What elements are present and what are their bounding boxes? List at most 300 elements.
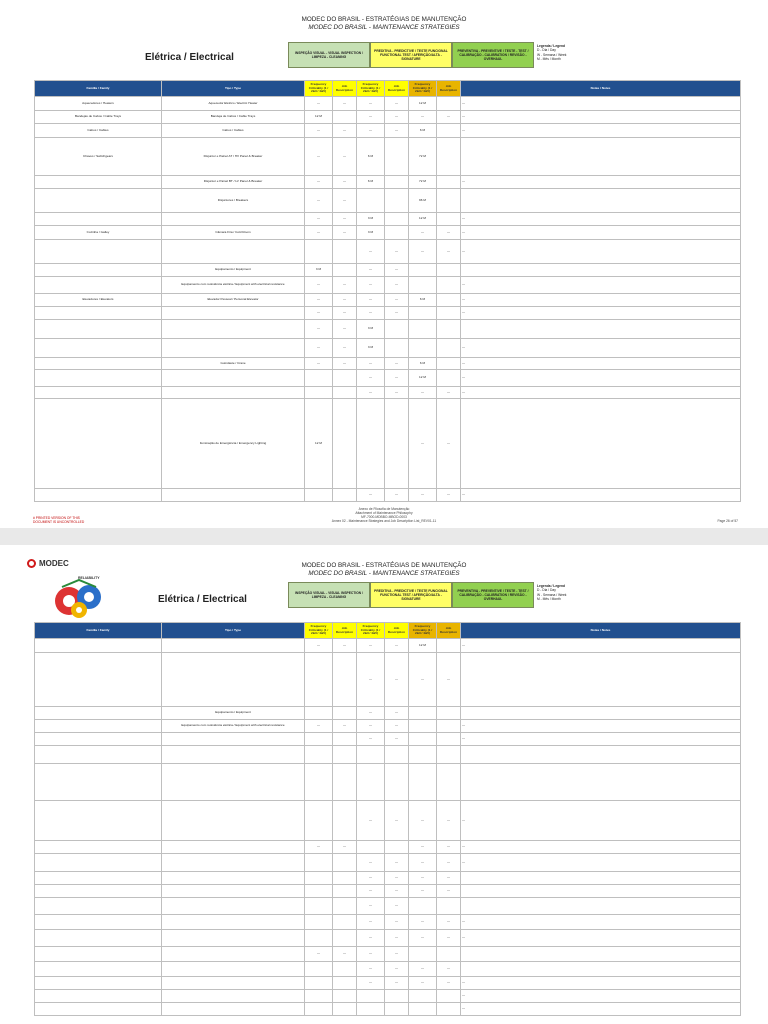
notes-cell	[461, 138, 741, 176]
job-cell: ---	[385, 294, 409, 307]
notes-cell	[461, 320, 741, 339]
family-cell	[35, 399, 162, 489]
family-cell: Elevadores / Elevators	[35, 294, 162, 307]
job-cell: ---	[333, 320, 357, 339]
job-cell: ---	[437, 930, 461, 947]
table-row	[35, 947, 741, 962]
job-cell: ---	[437, 915, 461, 930]
table-row	[35, 358, 741, 370]
frequency-cell: ---	[357, 264, 385, 277]
job-cell	[437, 746, 461, 764]
page-number: Page 26 of 57	[717, 519, 738, 523]
frequency-cell: ---	[357, 307, 385, 320]
document-title	[0, 562, 768, 578]
notes-cell: ---	[461, 639, 741, 653]
frequency-cell	[305, 915, 333, 930]
type-cell	[162, 764, 305, 801]
type-cell	[162, 885, 305, 898]
frequency-cell	[305, 1003, 333, 1016]
job-cell	[333, 240, 357, 264]
family-cell	[35, 915, 162, 930]
type-cell: Equipamento / Equipment	[162, 264, 305, 277]
job-cell	[333, 387, 357, 399]
frequency-cell	[409, 746, 437, 764]
table-row	[35, 226, 741, 240]
family-cell	[35, 240, 162, 264]
notes-cell	[461, 962, 741, 977]
family-cell	[35, 639, 162, 653]
job-cell	[333, 990, 357, 1003]
job-cell	[437, 370, 461, 387]
table-row	[35, 176, 741, 189]
job-cell	[437, 264, 461, 277]
notes-cell: ---	[461, 720, 741, 733]
type-cell	[162, 213, 305, 226]
job-cell	[385, 746, 409, 764]
job-cell	[437, 764, 461, 801]
legend-line: D - Dia / Day	[537, 48, 556, 53]
frequency-cell: 12 M	[409, 97, 437, 111]
frequency-cell: ---	[305, 189, 333, 213]
column-header-job: Job Description	[437, 623, 461, 639]
frequency-cell: ---	[357, 97, 385, 111]
frequency-cell: ---	[305, 320, 333, 339]
frequency-cell: ---	[357, 489, 385, 502]
type-cell	[162, 977, 305, 990]
job-cell: ---	[333, 307, 357, 320]
frequency-cell: ---	[305, 277, 333, 294]
job-cell	[437, 213, 461, 226]
type-cell: Disjuntor e Painel AT / HV Panel & Breaker	[162, 138, 305, 176]
notes-cell	[461, 189, 741, 213]
notes-cell: ---	[461, 213, 741, 226]
family-cell	[35, 653, 162, 707]
job-cell	[385, 189, 409, 213]
frequency-cell	[409, 339, 437, 358]
notes-cell: ---	[461, 358, 741, 370]
table-row	[35, 653, 741, 707]
strategy-preventive-box: PREVENTIVA - PREVENTIVE / TESTE - TEST / CALIBRAÇÃO - CALIBRATION / REVISÃO - OVERHAUL	[452, 582, 534, 608]
job-cell	[385, 339, 409, 358]
frequency-cell: ---	[357, 801, 385, 841]
frequency-cell: ---	[409, 962, 437, 977]
table-row	[35, 746, 741, 764]
job-cell	[333, 733, 357, 746]
legend-title: Legenda / Legend	[537, 584, 566, 588]
job-cell: ---	[385, 885, 409, 898]
job-cell: ---	[385, 653, 409, 707]
job-cell: ---	[333, 294, 357, 307]
table-row	[35, 639, 741, 653]
frequency-cell: ---	[305, 124, 333, 138]
job-cell: ---	[333, 841, 357, 854]
frequency-cell: ---	[305, 294, 333, 307]
notes-cell	[461, 947, 741, 962]
table-row	[35, 872, 741, 885]
job-cell: ---	[333, 124, 357, 138]
notes-cell: ---	[461, 97, 741, 111]
frequency-cell: ---	[409, 854, 437, 872]
job-cell	[437, 339, 461, 358]
job-cell: ---	[333, 639, 357, 653]
job-cell	[333, 653, 357, 707]
frequency-cell	[409, 733, 437, 746]
type-cell	[162, 915, 305, 930]
frequency-cell	[357, 990, 385, 1003]
strategy-table-page-1	[34, 80, 741, 502]
frequency-cell	[409, 320, 437, 339]
document-page-2	[0, 545, 768, 1024]
job-cell	[385, 176, 409, 189]
frequency-cell: ---	[305, 226, 333, 240]
type-cell: Disjuntores / Breakers	[162, 189, 305, 213]
notes-cell: ---	[461, 854, 741, 872]
job-cell	[333, 399, 357, 489]
job-cell	[385, 841, 409, 854]
job-cell: ---	[437, 977, 461, 990]
legend	[537, 584, 566, 602]
table-row	[35, 707, 741, 720]
frequency-cell: ---	[409, 387, 437, 399]
job-cell: ---	[385, 854, 409, 872]
frequency-cell	[305, 930, 333, 947]
table-row	[35, 841, 741, 854]
family-cell	[35, 1003, 162, 1016]
table-row	[35, 733, 741, 746]
table-header-row	[35, 623, 741, 639]
table-row	[35, 124, 741, 138]
job-cell: ---	[437, 489, 461, 502]
type-cell	[162, 746, 305, 764]
frequency-cell	[305, 885, 333, 898]
frequency-cell	[305, 764, 333, 801]
notes-cell: ---	[461, 226, 741, 240]
job-cell: ---	[385, 720, 409, 733]
frequency-cell	[305, 898, 333, 915]
table-row	[35, 264, 741, 277]
job-cell	[385, 213, 409, 226]
footer-line: MF-7000-MDBBO-MBOD-0003	[361, 515, 407, 519]
type-cell	[162, 240, 305, 264]
job-cell	[437, 124, 461, 138]
table-row	[35, 111, 741, 124]
job-cell: ---	[385, 307, 409, 320]
job-cell	[333, 1003, 357, 1016]
frequency-cell: ---	[357, 707, 385, 720]
frequency-cell	[409, 947, 437, 962]
notes-cell: ---	[461, 733, 741, 746]
family-cell	[35, 307, 162, 320]
job-cell	[333, 370, 357, 387]
notes-cell: ---	[461, 176, 741, 189]
frequency-cell: ---	[409, 885, 437, 898]
column-header-notes: Notas / Notes	[461, 623, 741, 639]
family-cell	[35, 990, 162, 1003]
family-cell: Chaves / Switchgears	[35, 138, 162, 176]
frequency-cell: 6 M	[357, 138, 385, 176]
job-cell: ---	[333, 226, 357, 240]
job-cell	[333, 707, 357, 720]
frequency-cell: 12 M	[305, 111, 333, 124]
table-row	[35, 915, 741, 930]
job-cell	[333, 801, 357, 841]
frequency-cell	[305, 746, 333, 764]
job-cell: ---	[333, 176, 357, 189]
notes-cell: ---	[461, 124, 741, 138]
family-cell	[35, 841, 162, 854]
notes-cell	[461, 707, 741, 720]
notes-cell	[461, 264, 741, 277]
frequency-cell: ---	[409, 399, 437, 489]
job-cell: ---	[437, 387, 461, 399]
job-cell: ---	[333, 720, 357, 733]
frequency-cell: ---	[305, 176, 333, 189]
frequency-cell: ---	[409, 240, 437, 264]
frequency-cell: ---	[357, 947, 385, 962]
job-cell	[333, 885, 357, 898]
footer-line: Annex 02 - Maintenance Strategies and Job Description List_REV01-11	[331, 519, 437, 523]
family-cell	[35, 176, 162, 189]
table-row	[35, 189, 741, 213]
job-cell: ---	[385, 801, 409, 841]
column-header-job: Job Description	[333, 623, 357, 639]
frequency-cell	[305, 240, 333, 264]
frequency-cell: ---	[409, 801, 437, 841]
family-cell	[35, 962, 162, 977]
notes-cell: ---	[461, 930, 741, 947]
frequency-cell: ---	[305, 358, 333, 370]
notes-cell	[461, 898, 741, 915]
column-header-notes: Notas / Notes	[461, 81, 741, 97]
frequency-cell: ---	[305, 97, 333, 111]
document-title-text: MODEC DO BRASIL - ESTRATÉGIAS DE MANUTENÇÃO	[301, 562, 467, 569]
job-cell: ---	[437, 962, 461, 977]
frequency-cell	[305, 387, 333, 399]
frequency-cell: 96 M	[409, 189, 437, 213]
job-cell: ---	[385, 264, 409, 277]
job-cell	[437, 1003, 461, 1016]
column-header-frequency: Frequency Criticality (1 / 2&3 / 4&5)	[357, 623, 385, 639]
notes-cell: ---	[461, 1003, 741, 1016]
frequency-cell: ---	[409, 841, 437, 854]
legend-line: W - Semana / Week	[537, 52, 567, 57]
frequency-cell: ---	[305, 947, 333, 962]
notes-cell: ---	[461, 370, 741, 387]
notes-cell: ---	[461, 240, 741, 264]
table-row	[35, 138, 741, 176]
job-cell	[333, 962, 357, 977]
family-cell	[35, 885, 162, 898]
frequency-cell: ---	[357, 277, 385, 294]
frequency-cell	[357, 189, 385, 213]
family-cell	[35, 264, 162, 277]
type-cell: Iluminação de Emergência / Emergency Lighting	[162, 399, 305, 489]
column-header-family: Família / Family	[35, 81, 162, 97]
job-cell	[333, 111, 357, 124]
job-cell: ---	[385, 124, 409, 138]
frequency-cell: ---	[305, 213, 333, 226]
notes-cell: ---	[461, 915, 741, 930]
frequency-cell: 72 M	[409, 176, 437, 189]
document-subtitle: MODEC DO BRASIL - MAINTENANCE STRATEGIES	[308, 570, 460, 577]
frequency-cell	[409, 720, 437, 733]
frequency-cell	[357, 1003, 385, 1016]
type-cell: Elevador Pessoal / Personal Elevator	[162, 294, 305, 307]
frequency-cell: 3 M	[357, 213, 385, 226]
column-header-frequency: Frequency Criticality (1 / 2&3 / 4&5)	[409, 623, 437, 639]
frequency-cell: 6 M	[357, 176, 385, 189]
job-cell	[333, 746, 357, 764]
job-cell	[333, 930, 357, 947]
job-cell: ---	[385, 370, 409, 387]
legend-line: M - Mês / Month	[537, 57, 561, 62]
job-cell	[385, 138, 409, 176]
notes-cell: ---	[461, 294, 741, 307]
job-cell: ---	[333, 277, 357, 294]
frequency-cell: ---	[305, 307, 333, 320]
family-cell: Cozinha / Galley	[35, 226, 162, 240]
frequency-cell	[305, 801, 333, 841]
job-cell: ---	[385, 898, 409, 915]
frequency-cell: ---	[357, 977, 385, 990]
legend-title: Legenda / Legend	[537, 44, 566, 48]
notes-cell: ---	[461, 387, 741, 399]
family-cell	[35, 898, 162, 915]
job-cell: ---	[437, 111, 461, 124]
frequency-cell	[305, 990, 333, 1003]
frequency-cell	[305, 707, 333, 720]
frequency-cell: ---	[357, 962, 385, 977]
strategy-preventive-box: PREVENTIVA - PREVENTIVE / TESTE - TEST / CALIBRAÇÃO - CALIBRATION / REVISÃO - OVERHAUL	[452, 42, 534, 68]
frequency-cell	[409, 990, 437, 1003]
job-cell	[333, 854, 357, 872]
job-cell: ---	[385, 639, 409, 653]
frequency-cell: ---	[357, 294, 385, 307]
frequency-cell	[357, 841, 385, 854]
table-row	[35, 339, 741, 358]
footer-line: Attachment of Maintenance Philosophy	[355, 511, 413, 515]
type-cell: Equipamento / Equipment	[162, 707, 305, 720]
page-footer	[0, 507, 768, 523]
job-cell	[437, 947, 461, 962]
frequency-cell: 72 M	[409, 138, 437, 176]
frequency-cell: ---	[305, 639, 333, 653]
type-cell	[162, 990, 305, 1003]
job-cell	[333, 915, 357, 930]
frequency-cell: 12 M	[305, 399, 333, 489]
job-cell	[437, 707, 461, 720]
type-cell	[162, 898, 305, 915]
table-row	[35, 213, 741, 226]
frequency-cell	[357, 746, 385, 764]
column-header-job: Job Description	[333, 81, 357, 97]
type-cell	[162, 962, 305, 977]
table-row	[35, 307, 741, 320]
notes-cell: ---	[461, 489, 741, 502]
frequency-cell: ---	[409, 915, 437, 930]
type-cell	[162, 653, 305, 707]
footer-line: Anexo de Filosofia de Manutenção	[358, 507, 410, 511]
family-cell: Bandejas de Cabos / Cable Trays	[35, 111, 162, 124]
frequency-cell: ---	[305, 841, 333, 854]
type-cell	[162, 387, 305, 399]
type-cell	[162, 307, 305, 320]
frequency-cell: 3 M	[305, 264, 333, 277]
notes-cell	[461, 746, 741, 764]
notes-cell	[461, 764, 741, 801]
table-row	[35, 277, 741, 294]
job-cell	[437, 294, 461, 307]
strategy-predictive-box: PREDITIVA - PREDICTIVE / TESTE FUNCIONAL FUNCTIONAL TEST / AFERIÇÃO/ALTA - SIGNATURE	[370, 582, 452, 608]
notes-cell: ---	[461, 990, 741, 1003]
job-cell: ---	[385, 111, 409, 124]
job-cell: ---	[437, 885, 461, 898]
job-cell: ---	[437, 399, 461, 489]
type-cell	[162, 489, 305, 502]
frequency-cell: 3 M	[357, 226, 385, 240]
frequency-cell: ---	[357, 653, 385, 707]
job-cell	[437, 138, 461, 176]
column-header-frequency: Frequency Criticality (1 / 2&3 / 4&5)	[305, 81, 333, 97]
column-header-frequency: Frequency Criticality (1 / 2&3 / 4&5)	[409, 81, 437, 97]
job-cell	[385, 226, 409, 240]
job-cell	[437, 189, 461, 213]
table-row	[35, 930, 741, 947]
column-header-type: Tipo / Type	[162, 623, 305, 639]
table-header-row	[35, 81, 741, 97]
frequency-cell: ---	[357, 854, 385, 872]
document-title	[0, 16, 768, 32]
frequency-cell: ---	[357, 124, 385, 138]
job-cell	[333, 872, 357, 885]
table-row	[35, 801, 741, 841]
family-cell	[35, 854, 162, 872]
table-row	[35, 885, 741, 898]
frequency-cell: ---	[357, 898, 385, 915]
frequency-cell: 12 M	[409, 213, 437, 226]
frequency-cell	[305, 854, 333, 872]
type-cell	[162, 872, 305, 885]
family-cell	[35, 977, 162, 990]
column-header-family: Família / Family	[35, 623, 162, 639]
frequency-cell: ---	[305, 339, 333, 358]
frequency-cell	[305, 977, 333, 990]
frequency-cell: ---	[305, 138, 333, 176]
frequency-cell: ---	[357, 639, 385, 653]
frequency-cell: ---	[409, 930, 437, 947]
sheet-title: Elétrica / Electrical	[158, 594, 247, 605]
notes-cell	[461, 653, 741, 707]
notes-cell: ---	[461, 801, 741, 841]
type-cell: Bandeja de Cabos / Cable Trays	[162, 111, 305, 124]
table-row	[35, 990, 741, 1003]
frequency-cell: ---	[409, 977, 437, 990]
notes-cell: ---	[461, 277, 741, 294]
job-cell: ---	[385, 240, 409, 264]
family-cell	[35, 339, 162, 358]
family-cell: Cabos / Cables	[35, 124, 162, 138]
family-cell	[35, 872, 162, 885]
table-row	[35, 320, 741, 339]
frequency-cell	[409, 764, 437, 801]
legend-line: W - Semana / Week	[537, 592, 567, 597]
job-cell: ---	[333, 947, 357, 962]
job-cell	[437, 307, 461, 320]
type-cell: Disjuntor e Painel BT / LV Panel & Breaker	[162, 176, 305, 189]
table-row	[35, 489, 741, 502]
job-cell	[437, 639, 461, 653]
frequency-cell: 12 M	[409, 639, 437, 653]
